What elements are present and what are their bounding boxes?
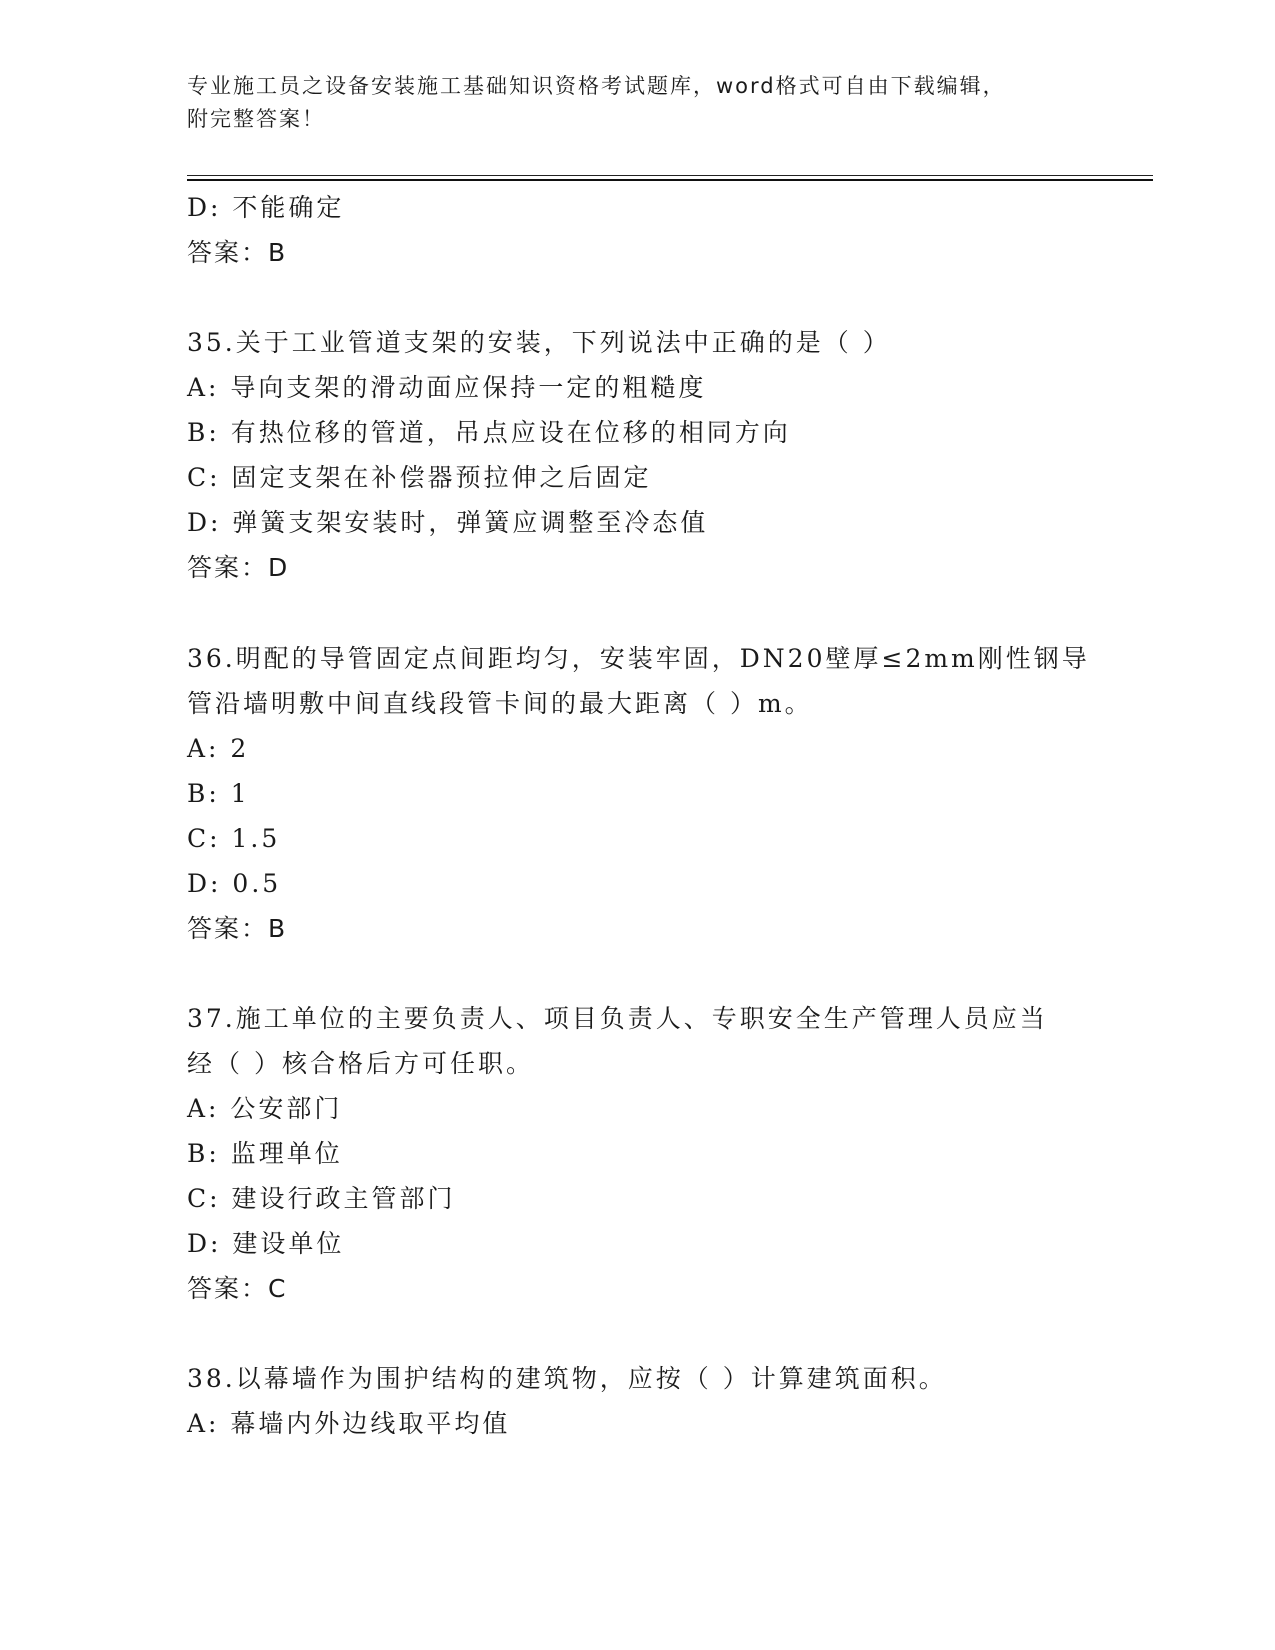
option-a: A: 公安部门 xyxy=(187,1094,343,1123)
question-stem: 36.明配的导管固定点间距均匀，安装牢固，DN20壁厚≤2mm刚性钢导 xyxy=(187,644,1090,673)
answer: 答案：D xyxy=(187,553,290,582)
header-line-1: 专业施工员之设备安装施工基础知识资格考试题库，word格式可自由下载编辑， xyxy=(187,74,1006,98)
page-header xyxy=(187,70,1087,136)
question-stem: 35.关于工业管道支架的安装，下列说法中正确的是（ ） xyxy=(187,328,891,357)
header-rule-top xyxy=(187,175,1153,176)
prev-option-d: D: 不能确定 xyxy=(187,193,345,222)
question-stem-cont: 管沿墙明敷中间直线段管卡间的最大距离（ ）m。 xyxy=(187,689,813,718)
header-line-2: 附完整答案！ xyxy=(187,107,325,131)
option-d: D: 弹簧支架安装时，弹簧应调整至冷态值 xyxy=(187,508,709,537)
question-stem-cont: 经（ ）核合格后方可任职。 xyxy=(187,1049,534,1078)
option-c: C: 建设行政主管部门 xyxy=(187,1184,456,1213)
option-b: B: 监理单位 xyxy=(187,1139,343,1168)
option-a: A: 幕墙内外边线取平均值 xyxy=(187,1409,511,1438)
option-c: C: 1.5 xyxy=(187,824,281,853)
option-a: A: 2 xyxy=(187,734,250,763)
option-a: A: 导向支架的滑动面应保持一定的粗糙度 xyxy=(187,373,707,402)
answer: 答案：B xyxy=(187,914,288,943)
answer: 答案：C xyxy=(187,1274,288,1303)
option-d: D: 建设单位 xyxy=(187,1229,345,1258)
option-d: D: 0.5 xyxy=(187,869,282,898)
option-b: B: 有热位移的管道，吊点应设在位移的相同方向 xyxy=(187,418,791,447)
option-c: C: 固定支架在补偿器预拉伸之后固定 xyxy=(187,463,652,492)
option-b: B: 1 xyxy=(187,779,250,808)
prev-answer: 答案：B xyxy=(187,238,288,267)
header-rule-bottom xyxy=(187,179,1153,181)
question-stem: 37.施工单位的主要负责人、项目负责人、专职安全生产管理人员应当 xyxy=(187,1004,1048,1033)
question-stem: 38.以幕墙作为围护结构的建筑物，应按（ ）计算建筑面积。 xyxy=(187,1364,947,1393)
